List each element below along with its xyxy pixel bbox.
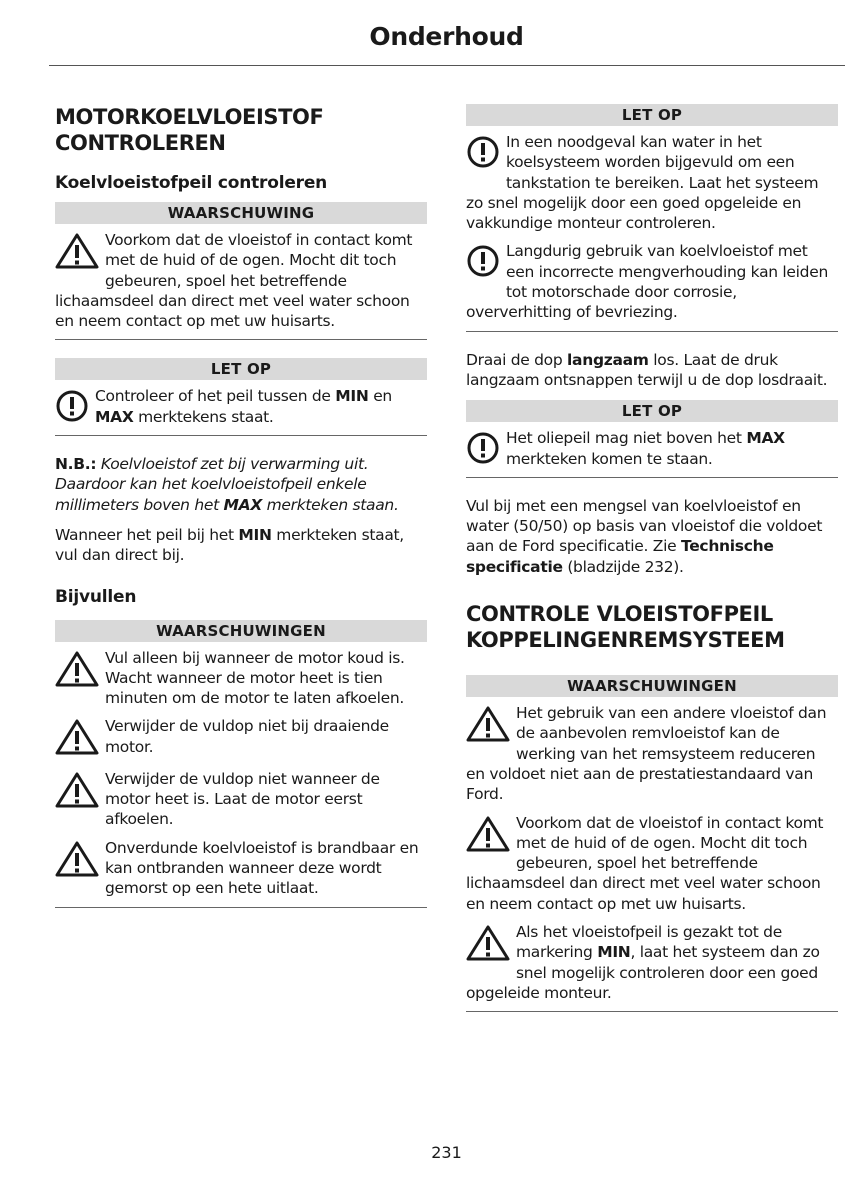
- subheading-refill: Bijvullen: [55, 586, 137, 607]
- warning-triangle-icon: [466, 706, 510, 747]
- caution-text: Langdurig gebruik van koelvloeistof met een incorrecte mengverhouding kan leiden tot motorschade door corrosie, oververhitting of bevriezing.: [466, 242, 828, 322]
- caution-item: [466, 241, 838, 322]
- cap-para-b: los. Laat de druk langzaam ontsnappen terwijl u de dop losdraait.: [466, 350, 828, 389]
- min-para-b: merkteken staat, vul dan direct bij.: [55, 525, 404, 565]
- caution-item: [466, 132, 838, 233]
- warning-text: Voorkom dat de vloeistof in contact komt met de huid of de ogen. Mocht dit toch gebeuren, spoel het betreffende lichaamsdeel dan direct met veel water schoon en neem contact op met uw huisarts.: [55, 231, 413, 331]
- warnings-bar: WAARSCHUWINGEN: [466, 675, 838, 697]
- min-para-a: Wanneer het peil bij het: [55, 525, 239, 544]
- caution-bar: LET OP: [466, 104, 838, 126]
- caution-bar: LET OP: [55, 358, 427, 380]
- spec-reference: Technische specificatie: [466, 537, 774, 576]
- warning-item: [466, 922, 838, 1003]
- warning-text: Vul alleen bij wanneer de motor koud is. Wacht wanneer de motor heet is tien minuten om de motor te laten afkoelen.: [105, 648, 405, 708]
- warning-triangle-icon: [55, 651, 99, 692]
- caution-box: [55, 358, 427, 436]
- oil-text-a: Het oliepeil mag niet boven het: [506, 429, 747, 448]
- subheading-check-level: Koelvloeistofpeil controleren: [55, 173, 328, 193]
- warning-item: [55, 716, 427, 760]
- page-title: Onderhoud: [369, 22, 524, 51]
- right-column: [466, 104, 838, 1030]
- cap-para-a: Draai de dop: [466, 350, 568, 369]
- max-marker: MAX: [95, 407, 134, 426]
- left-column: [55, 104, 427, 926]
- cap-para-bold: langzaam: [567, 350, 649, 369]
- warning-text: Voorkom dat de vloeistof in contact komt met de huid of de ogen. Mocht dit toch gebeuren, spoel het betreffende lichaamsdeel dan direct met veel water schoon en neem contact op met uw huisarts.: [466, 813, 824, 913]
- caution-exclamation-icon: [466, 135, 500, 174]
- title-divider: [49, 65, 845, 66]
- mix-para-a: Vul bij met een mengsel van koelvloeistof en water (50/50) op basis van vloeistof die voldoet aan de Ford specificatie. Zie: [466, 496, 823, 556]
- warning-text: Verwijder de vuldop niet wanneer de motor heet is. Laat de motor eerst afkoelen.: [105, 769, 380, 829]
- warnings-box: [55, 620, 427, 908]
- oil-max: MAX: [746, 429, 785, 448]
- section-title-coolant: MOTORKOELVLOEISTOF CONTROLEREN: [55, 105, 324, 155]
- note-paragraph: [55, 454, 427, 515]
- warning-triangle-icon: [466, 925, 510, 966]
- caution-exclamation-icon: [466, 431, 500, 470]
- note-text-b: merkteken staan.: [261, 495, 399, 514]
- warning-item: [466, 813, 838, 914]
- warning-box: [55, 202, 427, 340]
- warning-triangle-icon: [55, 719, 99, 760]
- min-paragraph: [55, 525, 427, 566]
- warning-text-b: , laat het systeem dan zo snel mogelijk controleren door een goed opgeleide monteur.: [466, 943, 820, 1002]
- caution-box: [466, 400, 838, 478]
- warning-item: [55, 769, 427, 830]
- caution-exclamation-icon: [55, 389, 89, 428]
- warning-triangle-icon: [55, 233, 99, 274]
- caution-item: [55, 386, 427, 427]
- note-label: N.B.:: [55, 455, 97, 474]
- note-text-a: Koelvloeistof zet bij verwarming uit. Daardoor kan het koelvloeistofpeil enkele millimeters boven het: [55, 455, 369, 514]
- caution-box: [466, 104, 838, 332]
- warnings-bar: WAARSCHUWINGEN: [55, 620, 427, 642]
- caution-text-c: merktekens staat.: [133, 407, 274, 426]
- mix-paragraph: [466, 496, 838, 577]
- warning-triangle-icon: [55, 772, 99, 813]
- oil-text-b: merkteken komen te staan.: [506, 449, 713, 468]
- page-number: 231: [431, 1143, 462, 1162]
- caution-item: [466, 428, 838, 469]
- warning-item: [55, 838, 427, 899]
- caution-exclamation-icon: [466, 244, 500, 283]
- caution-text-b: en: [368, 387, 392, 406]
- warnings-box: [466, 675, 838, 1012]
- caution-bar: LET OP: [466, 400, 838, 422]
- warning-bar: WAARSCHUWING: [55, 202, 427, 224]
- min-para-min: MIN: [238, 525, 272, 544]
- warning-item: [55, 648, 427, 709]
- min-marker: MIN: [597, 943, 631, 962]
- note-max: MAX: [223, 495, 262, 514]
- warning-triangle-icon: [55, 841, 99, 882]
- mix-para-b: (bladzijde 232).: [562, 557, 684, 576]
- warning-text-a: Als het vloeistofpeil is gezakt tot de markering: [516, 923, 782, 962]
- min-marker: MIN: [335, 387, 369, 406]
- warning-text: Onverdunde koelvloeistof is brandbaar en kan ontbranden wanneer deze wordt gemorst op een hete uitlaat.: [105, 838, 419, 898]
- section-title-clutch-brake: CONTROLE VLOEISTOFPEIL KOPPELINGENREMSYSTEEM: [466, 602, 785, 653]
- warning-text: Het gebruik van een andere vloeistof dan de aanbevolen remvloeistof kan de werking van het remsysteem reduceren en voldoet niet aan de prestatiestandaard van Ford.: [466, 704, 827, 804]
- caution-text: In een noodgeval kan water in het koelsysteem worden bijgevuld om een tankstation te bereiken. Laat het systeem zo snel mogelijk door een goed opgeleide en vakkundige monteur controleren.: [466, 133, 819, 233]
- warning-text: Verwijder de vuldop niet bij draaiende motor.: [105, 717, 389, 756]
- warning-item: [466, 703, 838, 804]
- warning-triangle-icon: [466, 816, 510, 857]
- cap-paragraph: [466, 350, 838, 391]
- caution-text-a: Controleer of het peil tussen de: [95, 387, 336, 406]
- warning-item: [55, 230, 427, 331]
